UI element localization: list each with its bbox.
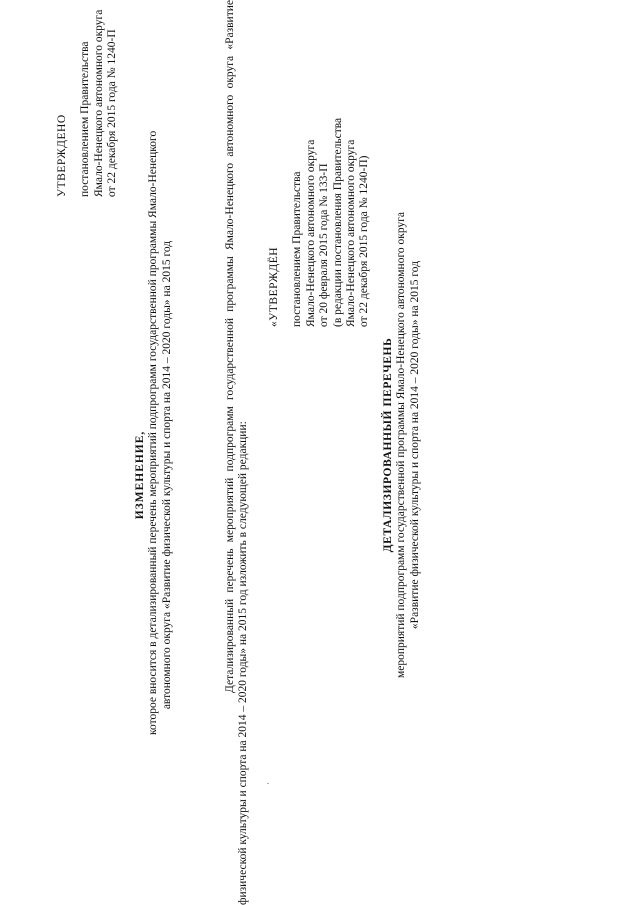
approval-line: Ямало-Ненецкого автономного округа <box>304 139 317 327</box>
approval-line: постановлением Правительства <box>291 171 304 327</box>
paragraph-line: физической культуры и спорта на 2014 – 2020 годы» на 2015 год изложить в следующей редакции: <box>237 421 250 905</box>
detailed-list-subtitle-line: мероприятий подпрограмм государственной программы Ямало-Ненецкого автономного округа <box>395 211 408 679</box>
approval-line: постановлением Правительства <box>79 41 92 197</box>
approval-heading: «УТВЕРЖДЁН <box>268 246 280 327</box>
approval-line: (в редакции постановления Правительства <box>331 117 344 327</box>
body-paragraph <box>224 0 251 905</box>
approval-line: от 22 декабря 2015 года № 1240-П) <box>358 155 371 327</box>
margin-mark: · <box>263 782 273 785</box>
detailed-list-title: ДЕТАЛИЗИРОВАННЫЙ ПЕРЕЧЕНЬ <box>382 337 394 553</box>
approval-line: от 20 февраля 2015 года № 133-П <box>318 163 331 327</box>
amendment-title: ИЗМЕНЕНИЕ, <box>134 430 146 520</box>
approval-stamp-top <box>56 10 120 197</box>
paragraph-line: Детализированный перечень мероприятий подпрограмм государственной программы Ямало-Ненецкого автономного округа «Развитие <box>224 0 236 693</box>
approval-stamp-second <box>268 118 372 327</box>
approval-line: Ямало-Ненецкого автономного округа <box>345 139 358 327</box>
amendment-subtitle-line: автономного округа «Развитие физической культуры и спорта на 2014 – 2020 годы» на 2015 год <box>160 240 173 710</box>
amendment-heading-block <box>134 130 174 735</box>
approval-line: Ямало-Ненецкого автономного округа <box>92 9 105 197</box>
approval-heading: УТВЕРЖДЕНО <box>56 114 68 197</box>
approval-line: от 22 декабря 2015 года № 1240-П <box>106 29 119 197</box>
detailed-list-subtitle-line: «Развитие физической культуры и спорта на 2014 – 2020 годы» на 2015 год <box>408 260 421 630</box>
amendment-subtitle-line: которое вносится в детализированный перечень мероприятий подпрограмм государственной программы Ямало-Ненецкого <box>147 130 160 735</box>
detailed-list-heading-block <box>382 185 422 705</box>
